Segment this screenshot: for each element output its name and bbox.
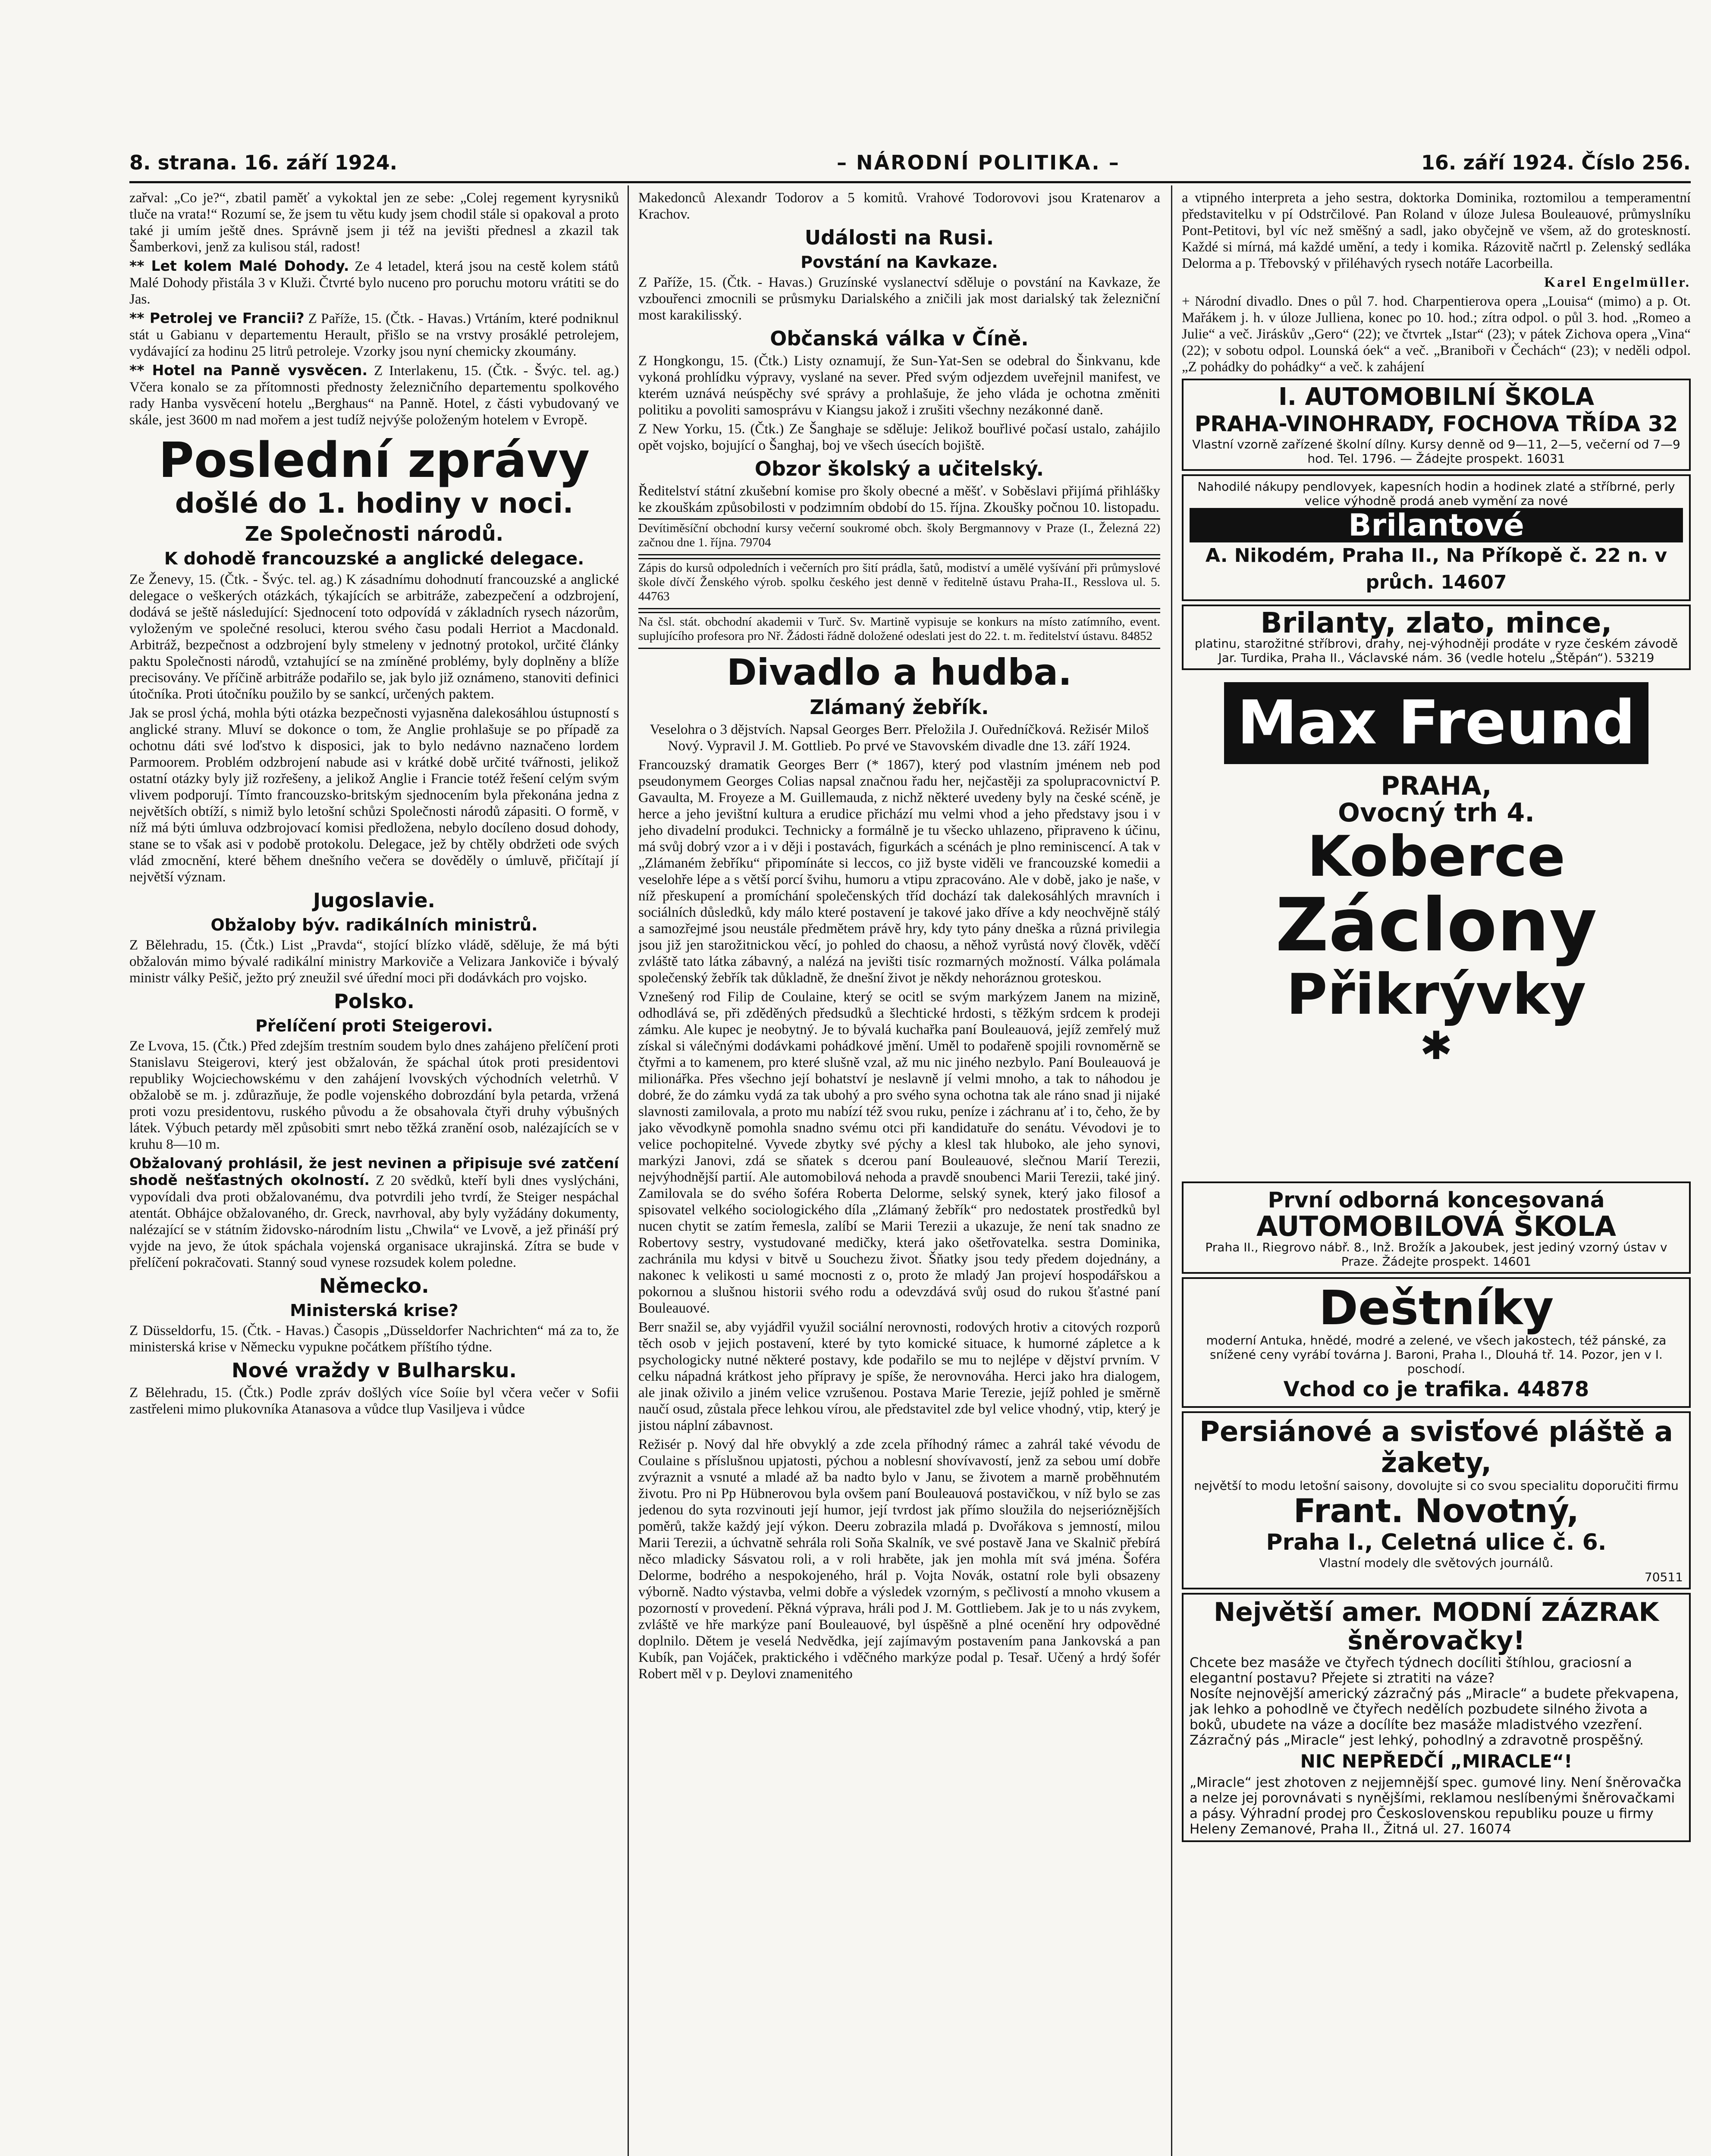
paragraph: ** Hotel na Panně vysvěcen. Z Interlakenu, 15. (Čtk. - Švýc. tel. ag.) Včera konalo se za přítomnosti přednosty železničního departementu spolkového rady Hanba vysvěcení hotelu „Berghaus“ na Panně. Hotel, z části vybudovaný ve skále, jest 3600 m nad mořem a jest tudíž nejvýše položeným hotelem v Evropě.: [129, 362, 619, 428]
ad-max-freund: Max Freund PRAHA, Ovocný trh 4. Koberce Záclony Přikrývky ✱: [1182, 674, 1691, 1178]
paragraph: Ředitelství státní zkušební komise pro školy obecné a měšť. v Soběslavi přijímá přihlášky ke zkouškám způsobilosti v podzimním období do 15. října. Zkoušky počnou 10. listopadu.: [638, 483, 1160, 515]
paragraph: Z Paříže, 15. (Čtk. - Havas.) Gruzínské vyslanectví sděluje o povstání na Kavkaze, že vzbouřenci zmocnili se průsmyku Darialského a zničili jak most darialský tak železniční most karakilisský.: [638, 275, 1160, 323]
brand-logo: Max Freund: [1224, 682, 1648, 764]
paragraph: Režisér p. Nový dal hře obvyklý a zde zcela příhodný rámec a zahrál také vévodu de Coulaine s příslušnou upjatosti, pýchou a noblesní shovívavostí, jenž za sebou umí dobře zvýraznit a vsnuté a mladé až ba nadto bylo v Janu, se životem a marně proběhnutém životu. Pro ni Pp Hübnerovou byla ovšem paní Bouleauová postavičkou, v níž bylo se zas jedenou do syta rozvinouti její humor, její tvrdost jak přímo sloužila do nejserióznějších poměrů, takže každý její výkon. Deeru zobrazila mladá p. Dvořákova s jemností, milou Marii Terezii, a úchvatně sehrála roli Soňa Skalník, ve své postavě Jana ve Skalnič přebírá něco mladicky Sásvatou roli, a v roli hraběte, jak jen mohla mít svá jména. Šoféra Delorme, bodrého a nespokojeného, hrál p. Vojta Novák, ostatní role byli obsazeny výborně. Nadto výstavba, velmi dobře a výsledek vzorným, s pečlivostí a mnoho vkusem a pozorností v provedení. Pěkná výprava, hráli pod J. M. Gottliebem. Jak je to u nás zvykem, zvláště ve hře markýze paní Bouleauové, byl úspěšně a plné ocenění hry odpovědné doplnilo. Dětem je veselá Nedvědka, její zajímavým postavením pana Jankovská a pan Kubík, pan Vojáček, praktického i vděčného markýze podal p. Tesař. Učený a hrdý šofér Robert měl v p. Deylovi znamenitého: [638, 1437, 1160, 1682]
paragraph: Ze Ženevy, 15. (Čtk. - Švýc. tel. ag.) K zásadnímu dohodnutí francouzské a anglické delegace o veškerých otázkách, týkajících se arbitráže, zabezpečení a odzbrojení, dodává se ještě následující: Sjednocení toto odpovídá v základních rysech názorům, vyloženým ve společné resoluci, kterou svého času podali Herriot a Macdonald. Arbitráž, bezpečnost a odzbrojení byly stmeleny v jednotný protokol, určité články paktu Společnosti národů, vztahující se na zmíněné problémy, byly doplněny a blíže precisovány. Ve příčině arbitráže podařilo se, jak bylo již oznámeno, stanoviti definici útočníka. Proti útočníku použilo by se sankcí, určených paktem.: [129, 572, 619, 702]
subheadline: K dohodě francouzské a anglické delegace.: [164, 549, 584, 569]
paragraph: Berr snažil se, aby vyjádřil využil sociální nerovnosti, rodových hrotiv a citových rozporů těch osob v jejich postavení, které by tyto komické situace, k humorné zápletce a k psychologicky nutné některé postavy, kde podařilo se mu to nejlépe v dějství prvním. V celku nápadná krátkost jeho přípravy je spíše, že nerovnováha. Herci jako hra dialogem, ale jinak oživilo a jiném velice vzrušenou. Postava Marie Terezie, jejíž pohled je směrně naučí osud, zůstala přece lehkou vírou, ale představitel zde byl velice vhodný, vtip, který je jistou náplní zábavnost.: [638, 1319, 1160, 1433]
paragraph: a vtipného interpreta a jeho sestra, doktorka Dominika, roztomilou a temperamentní představitelku v pí Odstrčilové. Pan Roland v úloze Julesa Bouleauové, průmyslníku Pont-Petitovi, byl víc než směšný a sadl, jako obyčejně ve všem, až do groteskností. Každé si mírná, má každé umění, a tedy i komika. Rázovitě načrtl p. Zelenský sedláka Delorma a p. Třebovský v přiléhavých rysech notáře Lacorbeilla.: [1182, 190, 1691, 271]
headline: Události na Rusi.: [804, 226, 994, 249]
review-signature: Karel Engelmüller.: [1544, 275, 1691, 290]
item-lead: ** Hotel na Panně vysvěcen.: [129, 362, 368, 379]
paragraph: ** Let kolem Malé Dohody. Ze 4 letadel, která jsou na cestě kolem států Malé Dohody přistála 3 v Kluži. Čtvrté bylo nuceno pro poruchu motoru vrátiti se do Jas.: [129, 257, 619, 307]
paragraph: zařval: „Co je?“, zbatil paměť a vykoktal jen ze sebe: „Colej regement kyrysniků tluče na vrata!“ Rozumí se, že jsem tu větu kudy jsem chodil stále si opakoval a proto také ji umím ještě dnes. Správně jsem ji též na jevišti přednesl a zkazil tak Šamberkovi, jenž za kulisou stál, radost!: [129, 190, 619, 255]
item-lead: Obžalovaný prohlásil, že jest nevinen a připisuje své zatčení shodě nešťastných okolností.: [129, 1155, 619, 1188]
ad-brilliants-nikodem: Nahodilé nákupy pendlovyek, kapesních hodin a hodinek zlaté a stříbrné, perly velice výhodně prodá aneb vymění za nové Brilantové A. Nikodém, Praha II., Na Příkopě č. 22 n. v průch. 14607: [1182, 474, 1691, 601]
page-header: [129, 151, 1691, 183]
column-1: [129, 190, 619, 2156]
ad-automobile-school-vinohrady: I. AUTOMOBILNÍ ŠKOLA PRAHA-VINOHRADY, FOCHOVA TŘÍDA 32 Vlastní vzorně zařízené školní dílny. Kursy denně od 9—11, 2—5, večerní od 7—9 hod. Tel. 1796. — Žádejte prospekt. 16031: [1182, 379, 1691, 471]
headline: Zlámaný žebřík.: [810, 696, 989, 719]
paragraph: Z New Yorku, 15. (Čtk.) Ze Šanghaje se sděluje: Jelikož bouřlivé počasí ustalo, zahájilo opět vojsko, bojující o Šanghaj, boj ve všech úsecích bojiště.: [638, 421, 1160, 453]
paragraph: Makedonců Alexandr Todorov a 5 komitů. Vrahové Todorovovi jsou Kratenarov a Krachov.: [638, 190, 1160, 222]
paragraph: ** Petrolej ve Francii? Z Paříže, 15. (Čtk. - Havas.) Vrtáním, které podniknul stát u Gabianu v departementu Herault, přišlo se na vrstvy prosáklé petrolejem, vydávající za hodinu 25 litrů petroleje. Vzorky jsou nyní chemicky zkoumány.: [129, 310, 619, 359]
headline: Občanská válka v Číně.: [770, 327, 1029, 350]
classified-ad: Na čsl. stát. obchodní akademii v Turč. Sv. Martině vypisuje se konkurs na místo zatímního, event. suplujícího profesora pro Nř. Žádosti řádně doložené odeslati jest do 22. t. m. ředitelství ústavu. 84852: [638, 612, 1160, 649]
star-icon: ✱: [1420, 1023, 1453, 1069]
paragraph: Z Bělehradu, 15. (Čtk.) Podle zpráv došlých více Soíie byl včera večer v Sofii zastřeleni mimo plukovníka Atanasova a vůdce tlup Vasiljeva i vůdce: [129, 1385, 619, 1417]
ad-automobile-school-riegrovo: První odborná koncesovaná AUTOMOBILOVÁ ŠKOLA Praha II., Riegrovo nábř. 8., Inž. Brožík a Jakoubek, jest jediný vzorný ústav v Praze. Žádejte prospekt. 14601: [1182, 1181, 1691, 1274]
column-2: [638, 190, 1160, 2156]
headline: Nové vraždy v Bulharsku.: [232, 1359, 517, 1382]
ad-persian-coats: Persiánové a svisťové pláště a žakety, největší to modu letošní saisony, dovolujte si co svou specialitu doporučiti firmu Frant. Novotný, Praha I., Celetná ulice č. 6. Vlastní modely dle světových journálů. 70511: [1182, 1411, 1691, 1589]
section-title: Divadlo a hudba.: [726, 651, 1072, 693]
column-divider: [628, 185, 629, 2156]
paragraph: Z Hongkongu, 15. (Čtk.) Listy oznamují, že Sun-Yat-Sen se odebral do Šinkvanu, kde vykoná prohlídku výpravy, vyslané na sever. Před svým odjezdem uveřejnil manifest, ve kterém uznává neúspěchy své správy a prohlašuje, že jeho vláda je ochotna změniti politiku a povoliti samosprávu v Kiangsu jakož i zrušiti všechny nezákonné daně.: [638, 353, 1160, 418]
column-divider: [1171, 185, 1172, 2156]
ad-miracle-corset: Největší amer. MODNÍ ZÁZRAK šněrovačky! Chcete bez masáže ve čtyřech týdnech docíliti štíhlou, graciosní a elegantní postavu? Přejete si ztratiti na váze? Nosíte nejnovější americký zázračný pás „Miracle“ a budete překvapena, jak lehko a pohodlně ve čtyřech nedělích pozbudete silného života a boků, ubudete na váze a docílíte bez masáže mladistvého vzezření. Zázračný pás „Miracle“ jest lehký, pohodlný a zdravotně prospěšný. NIC NEPŘEDČÍ „MIRACLE“! „Miracle“ jest zhotoven z nejjemnější spec. gumové liny. Není šněrovačka a nelze jej porovnávati s nynějšími, reklamou neslíbenými šněrovačkami a pásy. Výhradní prodej pro Československou republiku pouze u firmy Heleny Zemanové, Praha II., Žitná ul. 27. 16074: [1182, 1593, 1691, 1842]
headline: Jugoslavie.: [313, 889, 435, 912]
paragraph: Z Düsseldorfu, 15. (Čtk. - Havas.) Časopis „Düsseldorfer Nachrichten“ má za to, že ministerská krise v Německu vypukne počátkem příštího týdne.: [129, 1323, 619, 1355]
paragraph: Jak se prosl ýchá, mohla býti otázka bezpečnosti vyjasněna dalekosáhlou ústupností s anglické strany. Mluví se dokonce o tom, že Anglie prohlašuje se po případě za ochotnu dáti své loďstvo k disposici, jak to bylo nedávno naznačeno lordem Parmoorem. Problém odzbrojení nabude asi v krátké době určité tvářnosti, jelikož ostatní otázky byly již rozřešeny, a jelikož Anglie i Francie totéž řešení celým svým vlivem podporují. Tímto francouzsko-britským sjednocením byla překonána jedna z největších obtíží, s nimiž bylo letošní schůzi Společnosti národů zápasiti. O formě, v níž má býti úmluva odzbrojovací komisi předložena, nebylo docíleno dosud dohody, stane se to však asi v podobě protokolu. Delegace, jež by chtěly obdržeti ode svých vlád zmocnění, které během dnešního večera se dověděly o úmluvě, přičítají jí největší význam.: [129, 705, 619, 885]
section-title: Poslední zprávy: [158, 432, 590, 489]
classified-ad: Zápis do kursů odpoledních i večerních pro šití prádla, šatů, modiství a umělé vyšívání při průmyslové škole dívčí Ženského výrob. spolku českého jest denně v ředitelně ústavu Praha-II., Resslova ul. 5. 44763: [638, 558, 1160, 609]
subheadline: Ministerská krise?: [290, 1301, 458, 1320]
ad-umbrellas: Deštníky moderní Antuka, hnědé, modré a zelené, ve všech jakostech, též pánské, za snížené ceny vyrábí továrna J. Baroni, Praha I., Dlouhá tř. 14. Pozor, jen v I. poschodí. Vchod co je trafika. 44878: [1182, 1277, 1691, 1408]
paragraph: Veselohra o 3 dějstvích. Napsal Georges Berr. Přeložila J. Ouředníčková. Režisér Miloš Nový. Vypravil J. M. Gottlieb. Po prvé ve Stavovském divadle dne 13. září 1924.: [650, 722, 1149, 754]
headline: Ze Společnosti národů.: [245, 522, 504, 545]
section-subtitle: došlé do 1. hodiny v noci.: [175, 488, 574, 520]
paragraph: Vznešený rod Filip de Coulaine, který se ocitl se svým markýzem Janem na mizině, odhodlává se, při zděděných předsudků a šlechtické hrdosti, s těžkým srdcem k prodeji zámku. Ale kupec je neobytný. Je to bývalá kuchařka paní Bouleauová, jejíž zemřelý muž získal si válečnými dodávkami pohádkové jmění. Uměl to podařeně spojili rovnoměrně se čtyřmi a to kamenem, pro které slušně vzal, až mu nic jiného nezbylo. Paní Bouleauová je milionářka. Přes všechno její bohatství je neslavně jí velmi mnoho, a tak to náhodou je dobré, že do zámku vydá za tak ubohý a pro svého syna ochotna tak ale ráno snad ji nijaké slavnosti zamilovala, a proto mu nabízí též svou ruku, peníze i záchranu ať i to, čeho, že by jako věvodkyně pomohla snadno svému otci při kandidatuře do senátu. Vévodovi je to velice pochopitelné. Vyvede zbytky své pýchy a klesl tak hluboko, ale jeho synovi, markýzi Janovi, zdá se sňatek s dcerou paní Bouleauové, slečnou Marií Terezii, nejvýhodnější partií. Ale automobilová nehoda a pravdě snoubenci Marii Terezii, také jiný. Zamilovala se do svého šoféra Roberta Delorme, selský synek, který jako filosof a spisovatel velkého sociologického díla „Zlámaný žebřík“ pro nedostatek prostředků byl nucen chytit se zatím řemesla, zalíbí se Marii Terezii a ukazuje, že není tak snadno ze Robertovy sestry, vystudované medičky, která jako ošetřovatelka. sestra Dominika, zachránila mu kdysi v bitvě u Souchezu život. Šňatky jsou tedy předem dojednány, a nakonec k velikosti u samé mocnosti z o, proto že mladý Jan projeví hospodářskou a pokornou a slušnou historii svého rodu a odevzdává svůj osud do rukou šťastné paní Bouleauové.: [638, 989, 1160, 1316]
headline: Německo.: [319, 1274, 429, 1297]
header-left: 8. strana. 16. září 1924.: [129, 151, 398, 174]
paragraph: Z Bělehradu, 15. (Čtk.) List „Pravda“, stojící blízko vládě, sděluje, že má býti obžalován mimo bývalé radikální ministry Markoviče a Velizara Jankoviče i bývalý ministr války Pešič, ježto prý zneužil své úřední moci při dodávkách pro vojsko.: [129, 937, 619, 986]
subheadline: Povstání na Kavkaze.: [801, 253, 998, 272]
paragraph: Obžalovaný prohlásil, že jest nevinen a připisuje své zatčení shodě nešťastných okolností. Z 20 svědků, kteří byli dnes vyslýcháni, vypovídali dva proti obžalovanému, dva potvrdili jeho tvrdí, že Steiger nespáchal atentát. Obhájce obžalovaného, dr. Greck, navrhoval, aby byly vyžádány dokumenty, nalézající se v státním židovsko-národním listu „Chwila“ ve Lvově, a jež přináší prý vyjde na jevo, že útok spáchala vojenská organisace ukrajinská. Zítra se bude v přelíčení pokračovati. Stanný soud vynese rozsudek kolem poledne.: [129, 1155, 619, 1270]
headline: Polsko.: [334, 990, 414, 1013]
header-right: 16. září 1924. Číslo 256.: [1421, 151, 1691, 174]
paragraph: Francouzský dramatik Georges Berr (* 1867), který pod vlastním jménem neb pod pseudonymem Georges Colias napsal značnou řadu her, nejčastěji za spolupracovnictví P. Gavaulta, M. Froyeze a M. Guillemauda, z nichž některé uvedeny byly na české scéně, je herce a jeho jevištní kultura a erudice přichází mu velmi vhod a jeho představy jsou i v jeho divadelní produkci. Technicky a formálně je tu všecko uhlazeno, připraveno k účinu, má svůj dobrý vzor a i v ději i postavách, figurkách a scénách je plno reminiscencí. A tak v „Zlámaném žebříku“ připomínáte si leccos, co již byste viděli ve francouzské komedii a veselohře lépe a s větší porcí švihu, humoru a vtipu zpracováno. Ale v době, jako je naše, v níž přeskupení a promíchání společenských tříd dochází tak dalekosáhlých mravních i sociálních důsledků, kdy málo které postavení je takové jako dříve a kdy neochvějně stálý a samozřejmé jsou neustále předmětem právě hry, kdy tyto pány dneška a různá privilegia jsou již jen starožitnickou věcí, jo pohled do chaosu, a něhož vyrůstá nový člověk, vděčí zvláště tato látka zábavný, a nalézá na jevišti tisíc rozmarných možností. Válka polámala společenský žebřík tak důkladně, že dnešní život je někdy nehoráznou groteskou.: [638, 757, 1160, 986]
masthead: – NÁRODNÍ POLITIKA. –: [837, 151, 1120, 174]
item-lead: ** Petrolej ve Francii?: [129, 310, 305, 326]
paragraph: Ze Lvova, 15. (Čtk.) Před zdejším trestním soudem bylo dnes zahájeno přelíčení proti Stanislavu Steigerovi, který jest obžalován, že spáchal útok proti presidentovi republiky Wojciechowskému v den zahájení lvovských východních veletrhů. V obžalobě se m. j. zdůrazňuje, že podle vojenského dobrozdání byla petarda, vržená proti vozu presidentovu, ruského původu a že obsahovala čtyři druhy výbušných látek. Výbuch petardy měl způsobiti smrt nebo těžká zranění osob, nalézajících se v kruhu 8—10 m.: [129, 1038, 619, 1152]
subheadline: Obžaloby býv. radikálních ministrů.: [210, 915, 538, 934]
ad-brilliants-gold-coins: Brilanty, zlato, mince, platinu, starožitné stříbrovi, drahy, nej-výhodněji prodáte v ryze českém závodě Jar. Turdika, Praha II., Václavské nám. 36 (vedle hotelu „Štěpán“). 53219: [1182, 605, 1691, 670]
column-3: [1182, 190, 1691, 2156]
headline: Obzor školský a učitelský.: [754, 457, 1044, 480]
item-lead: ** Let kolem Malé Dohody.: [129, 257, 349, 274]
classified-ad: Devítiměsíční obchodní kursy večerní soukromé obch. školy Bergmannovy v Praze (I., Železná 22) začnou dne 1. října. 79704: [638, 518, 1160, 555]
paragraph: + Národní divadlo. Dnes o půl 7. hod. Charpentierova opera „Louisa“ (mimo) a p. Ot. Mařákem j. h. v úloze Julliena, konec po 10. hod.; zítra odpol. o půl 3. hod. „Romeo a Julie“ a več. Jiráskův „Gero“ (22); ve čtvrtek „Istar“ (23); v pátek Zichova opera „Vina“ (22); v sobotu odpol. Lounská óek“ a več. „Braniboři v Čechách“ (23); v neděli odpol. „Z pohádky do pohádky“ a več. k zahájení: [1182, 294, 1691, 375]
subheadline: Přelíčení proti Steigerovi.: [255, 1016, 493, 1035]
